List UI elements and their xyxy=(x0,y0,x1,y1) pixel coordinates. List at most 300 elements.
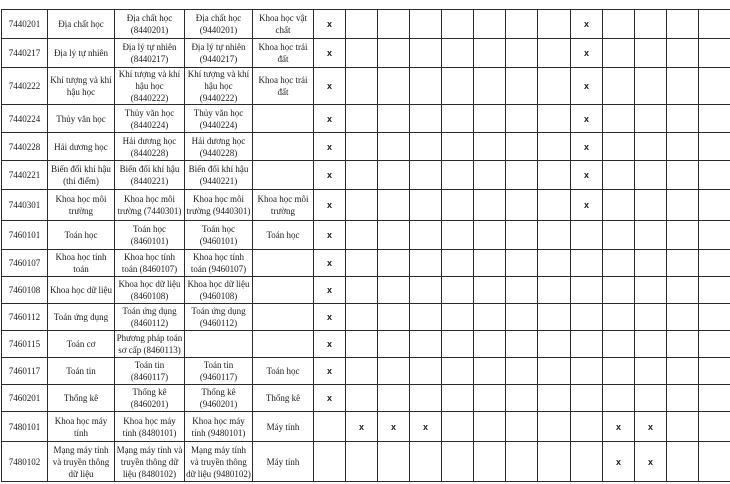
mark-cell xyxy=(635,161,667,190)
mark-cell xyxy=(346,442,378,482)
table-row xyxy=(2,442,730,482)
mark-cell xyxy=(538,133,571,161)
mark-cell xyxy=(442,190,474,221)
mark-cell xyxy=(538,277,571,304)
program-name-cell: Khoa học tính toán xyxy=(48,250,115,277)
mark-cell: x xyxy=(603,412,635,442)
mark-cell xyxy=(699,10,730,39)
mark-cell xyxy=(474,277,506,304)
mark-cell xyxy=(442,133,474,161)
mark-cell xyxy=(699,39,730,68)
program-name-cell: Hải dương học xyxy=(48,133,115,161)
mark-cell xyxy=(506,133,538,161)
mark-cell xyxy=(635,10,667,39)
code-cell: 7440222 xyxy=(2,68,48,105)
mark-cell xyxy=(442,331,474,358)
table-row xyxy=(2,277,730,304)
mark-cell xyxy=(571,358,603,385)
master-program-cell: Khoa học dữ liệu (8460108) xyxy=(115,277,185,304)
program-name-cell: Toán ứng dụng xyxy=(48,304,115,331)
mark-cell xyxy=(442,105,474,133)
mark-cell xyxy=(635,68,667,105)
mark-cell xyxy=(699,133,730,161)
mark-cell xyxy=(378,221,410,250)
mark-cell xyxy=(474,358,506,385)
table-row xyxy=(2,250,730,277)
mark-cell xyxy=(699,442,730,482)
mark-cell: x xyxy=(571,190,603,221)
mark-cell xyxy=(474,250,506,277)
phd-program-cell: Khoa học tính toán (9460107) xyxy=(185,250,253,277)
mark-cell xyxy=(506,190,538,221)
code-cell: 7460107 xyxy=(2,250,48,277)
mark-cell xyxy=(346,304,378,331)
phd-program-cell: Toán học (9460101) xyxy=(185,221,253,250)
mark-cell xyxy=(474,161,506,190)
table-row xyxy=(2,221,730,250)
mark-cell xyxy=(506,304,538,331)
master-program-cell: Địa lý tự nhiên (8440217) xyxy=(115,39,185,68)
mark-cell: x xyxy=(571,105,603,133)
mark-cell xyxy=(378,304,410,331)
phd-program-cell: Thủy văn học (9440224) xyxy=(185,105,253,133)
field-group-cell: Khoa học vật chất xyxy=(253,10,314,39)
mark-cell xyxy=(346,250,378,277)
mark-cell xyxy=(635,190,667,221)
code-cell: 7440224 xyxy=(2,105,48,133)
mark-cell xyxy=(603,250,635,277)
mark-cell xyxy=(506,221,538,250)
code-cell: 7480101 xyxy=(2,412,48,442)
mark-cell: x xyxy=(314,68,346,105)
phd-program-cell: Khoa học dữ liệu (9460108) xyxy=(185,277,253,304)
mark-cell xyxy=(474,304,506,331)
code-cell: 7440301 xyxy=(2,190,48,221)
mark-cell xyxy=(699,68,730,105)
mark-cell: x xyxy=(571,68,603,105)
mark-cell xyxy=(474,10,506,39)
phd-program-cell: Mạng máy tính và truyền thông dữ liệu (9480102) xyxy=(185,442,253,482)
field-group-cell: Thống kê xyxy=(253,385,314,412)
master-program-cell: Thủy văn học (8440224) xyxy=(115,105,185,133)
mark-cell xyxy=(378,358,410,385)
mark-cell xyxy=(603,133,635,161)
mark-cell xyxy=(699,105,730,133)
mark-cell: x xyxy=(410,412,442,442)
mark-cell xyxy=(442,358,474,385)
mark-cell xyxy=(378,250,410,277)
mark-cell xyxy=(667,250,699,277)
mark-cell xyxy=(474,442,506,482)
code-cell: 7440221 xyxy=(2,161,48,190)
mark-cell xyxy=(410,190,442,221)
mark-cell xyxy=(571,442,603,482)
program-name-cell: Toán cơ xyxy=(48,331,115,358)
mark-cell xyxy=(571,221,603,250)
mark-cell: x xyxy=(346,412,378,442)
mark-cell xyxy=(538,304,571,331)
mark-cell xyxy=(346,105,378,133)
field-group-cell xyxy=(253,331,314,358)
mark-cell xyxy=(667,385,699,412)
phd-program-cell: Hải dương học (9440228) xyxy=(185,133,253,161)
program-name-cell: Khoa học dữ liệu xyxy=(48,277,115,304)
mark-cell xyxy=(538,10,571,39)
mark-cell xyxy=(410,133,442,161)
mark-cell xyxy=(635,304,667,331)
mark-cell xyxy=(538,105,571,133)
mark-cell xyxy=(603,10,635,39)
mark-cell xyxy=(538,412,571,442)
mark-cell xyxy=(346,331,378,358)
mark-cell xyxy=(538,68,571,105)
mark-cell: x xyxy=(603,442,635,482)
mark-cell: x xyxy=(571,133,603,161)
mark-cell xyxy=(699,412,730,442)
mark-cell xyxy=(410,221,442,250)
field-group-cell xyxy=(253,250,314,277)
code-cell: 7460201 xyxy=(2,385,48,412)
mark-cell xyxy=(506,412,538,442)
mark-cell xyxy=(667,190,699,221)
master-program-cell: Khoa học máy tính (8480101) xyxy=(115,412,185,442)
mark-cell xyxy=(603,68,635,105)
mark-cell xyxy=(603,161,635,190)
mark-cell xyxy=(603,277,635,304)
mark-cell: x xyxy=(314,385,346,412)
mark-cell xyxy=(474,68,506,105)
mark-cell xyxy=(442,10,474,39)
mark-cell xyxy=(442,277,474,304)
mark-cell: x xyxy=(314,277,346,304)
mark-cell xyxy=(346,10,378,39)
mark-cell xyxy=(474,331,506,358)
mark-cell xyxy=(538,385,571,412)
mark-cell xyxy=(378,385,410,412)
master-program-cell: Biến đổi khí hậu (8440221) xyxy=(115,161,185,190)
phd-program-cell: Thống kê (9460201) xyxy=(185,385,253,412)
code-cell: 7460115 xyxy=(2,331,48,358)
mark-cell xyxy=(346,385,378,412)
code-cell: 7480102 xyxy=(2,442,48,482)
master-program-cell: Mạng máy tính và truyền thông dữ liệu (8480102) xyxy=(115,442,185,482)
table-row xyxy=(2,105,730,133)
program-table xyxy=(1,9,730,482)
mark-cell xyxy=(667,358,699,385)
mark-cell xyxy=(635,331,667,358)
mark-cell xyxy=(538,358,571,385)
mark-cell xyxy=(346,39,378,68)
mark-cell xyxy=(603,331,635,358)
mark-cell: x xyxy=(571,39,603,68)
master-program-cell: Thống kê (8460201) xyxy=(115,385,185,412)
mark-cell xyxy=(635,221,667,250)
field-group-cell: Toán học xyxy=(253,221,314,250)
field-group-cell xyxy=(253,161,314,190)
mark-cell xyxy=(442,221,474,250)
mark-cell xyxy=(571,250,603,277)
phd-program-cell: Khí tượng và khí hậu học (9440222) xyxy=(185,68,253,105)
master-program-cell: Hải dương học (8440228) xyxy=(115,133,185,161)
mark-cell xyxy=(474,39,506,68)
master-program-cell: Phương pháp toán sơ cấp (8460113) xyxy=(115,331,185,358)
mark-cell: x xyxy=(635,412,667,442)
table-row xyxy=(2,133,730,161)
mark-cell xyxy=(410,277,442,304)
mark-cell xyxy=(538,442,571,482)
mark-cell xyxy=(346,190,378,221)
mark-cell xyxy=(506,250,538,277)
table-row xyxy=(2,304,730,331)
mark-cell xyxy=(699,190,730,221)
mark-cell xyxy=(506,161,538,190)
mark-cell xyxy=(667,68,699,105)
mark-cell xyxy=(603,385,635,412)
program-name-cell: Toán tin xyxy=(48,358,115,385)
mark-cell xyxy=(506,105,538,133)
mark-cell xyxy=(571,277,603,304)
mark-cell xyxy=(603,105,635,133)
master-program-cell: Địa chất học (8440201) xyxy=(115,10,185,39)
field-group-cell: Máy tính xyxy=(253,442,314,482)
code-cell: 7460112 xyxy=(2,304,48,331)
mark-cell xyxy=(378,10,410,39)
mark-cell xyxy=(699,385,730,412)
mark-cell: x xyxy=(314,331,346,358)
mark-cell xyxy=(410,105,442,133)
table-row xyxy=(2,358,730,385)
mark-cell: x xyxy=(314,304,346,331)
master-program-cell: Khí tượng và khí hậu học (8440222) xyxy=(115,68,185,105)
mark-cell xyxy=(410,331,442,358)
mark-cell xyxy=(410,161,442,190)
mark-cell xyxy=(667,161,699,190)
mark-cell xyxy=(506,277,538,304)
phd-program-cell: Khoa học môi trường (9440301) xyxy=(185,190,253,221)
mark-cell xyxy=(635,385,667,412)
field-group-cell: Khoa học môi trường xyxy=(253,190,314,221)
mark-cell xyxy=(635,277,667,304)
mark-cell xyxy=(667,277,699,304)
mark-cell xyxy=(346,68,378,105)
mark-cell: x xyxy=(571,10,603,39)
mark-cell xyxy=(699,331,730,358)
code-cell: 7460101 xyxy=(2,221,48,250)
mark-cell xyxy=(410,10,442,39)
mark-cell xyxy=(667,133,699,161)
code-cell: 7440217 xyxy=(2,39,48,68)
master-program-cell: Toán ứng dụng (8460112) xyxy=(115,304,185,331)
mark-cell: x xyxy=(314,358,346,385)
mark-cell xyxy=(474,133,506,161)
mark-cell xyxy=(410,304,442,331)
table-row xyxy=(2,331,730,358)
master-program-cell: Toán tin (8460117) xyxy=(115,358,185,385)
master-program-cell: Khoa học tính toán (8460107) xyxy=(115,250,185,277)
mark-cell xyxy=(699,358,730,385)
mark-cell xyxy=(603,304,635,331)
phd-program-cell: Toán tin (9460117) xyxy=(185,358,253,385)
field-group-cell: Máy tính xyxy=(253,412,314,442)
mark-cell xyxy=(378,133,410,161)
mark-cell xyxy=(667,412,699,442)
mark-cell xyxy=(378,105,410,133)
mark-cell xyxy=(378,161,410,190)
table-row xyxy=(2,190,730,221)
program-name-cell: Khoa học máy tính xyxy=(48,412,115,442)
program-name-cell: Mạng máy tính và truyền thông dữ liệu xyxy=(48,442,115,482)
program-name-cell: Thủy văn học xyxy=(48,105,115,133)
mark-cell: x xyxy=(314,161,346,190)
mark-cell xyxy=(474,412,506,442)
mark-cell xyxy=(667,331,699,358)
mark-cell xyxy=(667,39,699,68)
mark-cell xyxy=(667,221,699,250)
mark-cell: x xyxy=(314,39,346,68)
mark-cell xyxy=(410,442,442,482)
mark-cell xyxy=(635,105,667,133)
field-group-cell xyxy=(253,304,314,331)
mark-cell xyxy=(346,277,378,304)
mark-cell xyxy=(571,304,603,331)
program-name-cell: Địa lý tự nhiên xyxy=(48,39,115,68)
mark-cell xyxy=(474,385,506,412)
mark-cell xyxy=(571,331,603,358)
mark-cell xyxy=(538,39,571,68)
mark-cell xyxy=(506,10,538,39)
mark-cell xyxy=(603,358,635,385)
mark-cell xyxy=(442,250,474,277)
mark-cell xyxy=(378,39,410,68)
mark-cell xyxy=(442,442,474,482)
mark-cell xyxy=(346,161,378,190)
mark-cell xyxy=(603,190,635,221)
mark-cell xyxy=(571,385,603,412)
mark-cell xyxy=(346,221,378,250)
mark-cell xyxy=(442,68,474,105)
mark-cell xyxy=(699,277,730,304)
mark-cell xyxy=(538,221,571,250)
phd-program-cell: Địa lý tự nhiên (9440217) xyxy=(185,39,253,68)
mark-cell xyxy=(667,10,699,39)
mark-cell xyxy=(474,190,506,221)
program-name-cell: Khoa học môi trường xyxy=(48,190,115,221)
mark-cell xyxy=(378,277,410,304)
mark-cell xyxy=(378,331,410,358)
mark-cell xyxy=(378,442,410,482)
mark-cell xyxy=(410,68,442,105)
mark-cell xyxy=(699,161,730,190)
code-cell: 7460108 xyxy=(2,277,48,304)
mark-cell xyxy=(506,358,538,385)
mark-cell xyxy=(378,68,410,105)
mark-cell xyxy=(699,304,730,331)
phd-program-cell: Địa chất học (9440201) xyxy=(185,10,253,39)
mark-cell xyxy=(538,190,571,221)
mark-cell xyxy=(635,358,667,385)
phd-program-cell: Toán ứng dụng (9460112) xyxy=(185,304,253,331)
mark-cell xyxy=(699,250,730,277)
mark-cell xyxy=(506,331,538,358)
program-name-cell: Thống kê xyxy=(48,385,115,412)
mark-cell: x xyxy=(314,133,346,161)
mark-cell: x xyxy=(378,412,410,442)
mark-cell xyxy=(538,331,571,358)
mark-cell xyxy=(635,133,667,161)
table-row xyxy=(2,10,730,39)
mark-cell xyxy=(442,304,474,331)
mark-cell xyxy=(314,412,346,442)
mark-cell xyxy=(667,304,699,331)
program-name-cell: Khí tượng và khí hậu học xyxy=(48,68,115,105)
mark-cell xyxy=(571,412,603,442)
mark-cell xyxy=(474,105,506,133)
phd-program-cell: Biến đổi khí hậu (9440221) xyxy=(185,161,253,190)
mark-cell xyxy=(667,105,699,133)
mark-cell: x xyxy=(635,442,667,482)
table-row xyxy=(2,39,730,68)
field-group-cell xyxy=(253,105,314,133)
mark-cell xyxy=(346,358,378,385)
program-name-cell: Biến đổi khí hậu (thí điểm) xyxy=(48,161,115,190)
mark-cell xyxy=(635,250,667,277)
mark-cell xyxy=(410,358,442,385)
mark-cell xyxy=(538,250,571,277)
program-name-cell: Toán học xyxy=(48,221,115,250)
mark-cell: x xyxy=(314,105,346,133)
code-cell: 7460117 xyxy=(2,358,48,385)
mark-cell xyxy=(378,190,410,221)
field-group-cell: Toán học xyxy=(253,358,314,385)
mark-cell xyxy=(410,250,442,277)
table-row xyxy=(2,161,730,190)
field-group-cell: Khoa học trái đất xyxy=(253,68,314,105)
phd-program-cell xyxy=(185,331,253,358)
mark-cell xyxy=(314,442,346,482)
mark-cell xyxy=(603,221,635,250)
table-row xyxy=(2,385,730,412)
mark-cell xyxy=(442,412,474,442)
mark-cell xyxy=(538,161,571,190)
mark-cell xyxy=(442,385,474,412)
mark-cell xyxy=(603,39,635,68)
field-group-cell xyxy=(253,133,314,161)
mark-cell xyxy=(410,39,442,68)
table-row xyxy=(2,68,730,105)
mark-cell xyxy=(506,68,538,105)
mark-cell: x xyxy=(314,10,346,39)
mark-cell: x xyxy=(314,190,346,221)
mark-cell: x xyxy=(314,250,346,277)
mark-cell xyxy=(474,221,506,250)
mark-cell xyxy=(410,385,442,412)
mark-cell xyxy=(442,161,474,190)
mark-cell: x xyxy=(571,161,603,190)
table-row xyxy=(2,412,730,442)
mark-cell: x xyxy=(314,221,346,250)
mark-cell xyxy=(506,39,538,68)
mark-cell xyxy=(699,221,730,250)
mark-cell xyxy=(506,385,538,412)
mark-cell xyxy=(506,442,538,482)
mark-cell xyxy=(667,442,699,482)
code-cell: 7440228 xyxy=(2,133,48,161)
code-cell: 7440201 xyxy=(2,10,48,39)
master-program-cell: Khoa học môi trường (7440301) xyxy=(115,190,185,221)
mark-cell xyxy=(346,133,378,161)
mark-cell xyxy=(635,39,667,68)
program-name-cell: Địa chất học xyxy=(48,10,115,39)
